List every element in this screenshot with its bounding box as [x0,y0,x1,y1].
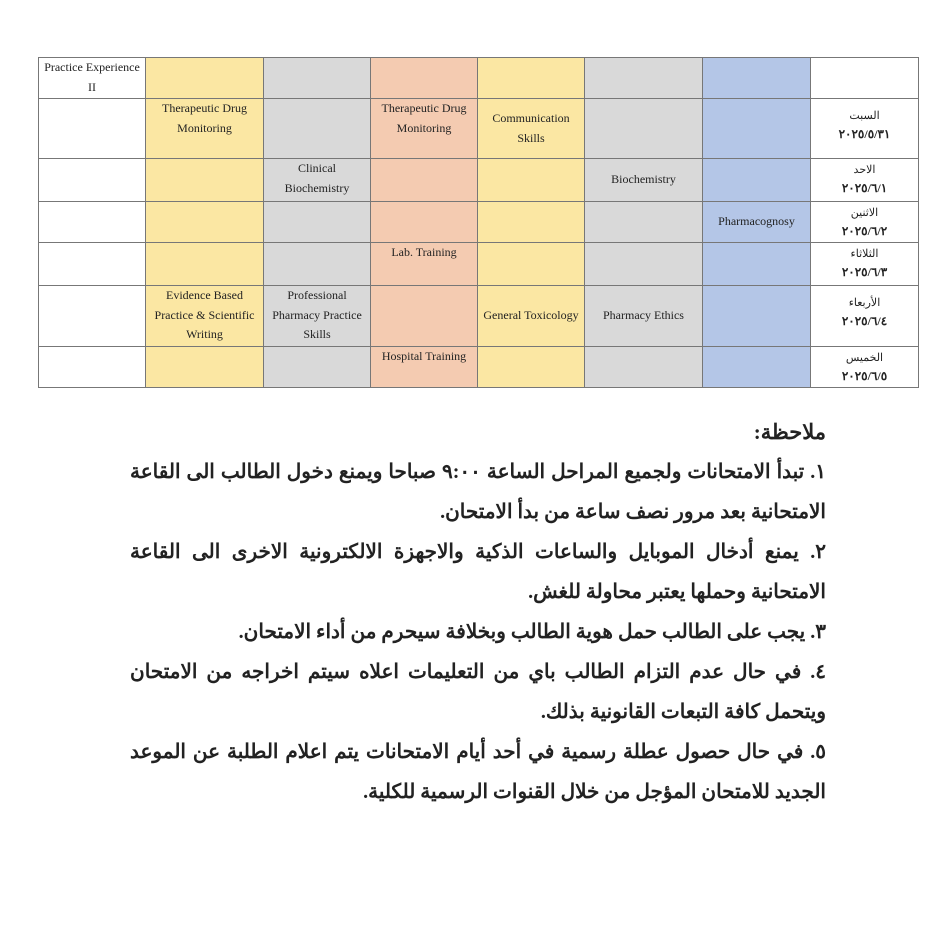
schedule-cell: Lab. Training [371,243,478,286]
note-item: ٣. يجب على الطالب حمل هوية الطالب وبخلافة سيحرم من أداء الامتحان. [238,621,826,643]
header-cell [264,58,371,99]
schedule-cell [146,159,264,202]
schedule-cell [146,243,264,286]
schedule-cell [264,243,371,286]
date-label: ٢٠٢٥/٦/٣ [841,265,888,279]
schedule-cell [478,243,585,286]
schedule-cell: Therapeutic Drug Monitoring [371,99,478,159]
table-row [39,347,919,388]
schedule-cell [371,159,478,202]
schedule-cell [39,286,146,347]
date-label: ٢٠٢٥/٥/٣١ [838,127,891,141]
schedule-cell: Pharmacognosy [703,202,811,243]
schedule-cell [39,243,146,286]
schedule-cell [39,99,146,159]
day-label: الاحد [853,164,876,176]
day-cell [811,347,919,388]
header-cell [811,58,919,99]
schedule-cell [585,202,703,243]
date-label: ٢٠٢٥/٦/٢ [841,224,888,238]
schedule-cell [585,243,703,286]
schedule-cell: Evidence Based Practice & Scientific Writing [146,286,264,347]
table-row [39,99,919,159]
header-cell [478,58,585,99]
schedule-cell [39,159,146,202]
schedule-cell: Communication Skills [478,99,585,159]
schedule-cell [585,99,703,159]
day-label: الأربعاء [848,297,881,309]
header-cell [146,58,264,99]
table-row [39,243,919,286]
header-cell [585,58,703,99]
schedule-cell [703,243,811,286]
date-label: ٢٠٢٥/٦/٤ [841,314,888,328]
header-cell [371,58,478,99]
schedule-cell [478,347,585,388]
schedule-cell: Therapeutic Drug Monitoring [146,99,264,159]
practice-experience-cell: Practice Experience II [39,58,146,99]
day-label: الخميس [845,352,884,364]
schedule-cell [478,159,585,202]
schedule-cell [371,286,478,347]
schedule-cell [264,202,371,243]
schedule-cell: Clinical Biochemistry [264,159,371,202]
schedule-cell: Biochemistry [585,159,703,202]
table-row [39,159,919,202]
schedule-cell [371,202,478,243]
date-label: ٢٠٢٥/٦/٥ [841,369,888,383]
schedule-cell: Professional Pharmacy Practice Skills [264,286,371,347]
day-label: السبت [849,110,880,122]
schedule-cell: Hospital Training [371,347,478,388]
notes-section [130,412,826,812]
schedule-cell [146,202,264,243]
table-row [39,286,919,347]
header-cell [703,58,811,99]
schedule-cell [39,347,146,388]
day-label: الثلاثاء [850,248,879,260]
schedule-cell [264,347,371,388]
day-cell [811,243,919,286]
schedule-cell [264,99,371,159]
note-item: ٤. في حال عدم التزام الطالب باي من التعليمات اعلاه سيتم اخراجه من الامتحان ويتحمل كافة التبعات القانونية بذلك. [130,661,826,723]
header-row [39,58,919,99]
day-label: الاثنين [850,207,879,219]
schedule-cell [703,159,811,202]
schedule-cell: Pharmacy Ethics [585,286,703,347]
schedule-cell [585,347,703,388]
schedule-cell [703,347,811,388]
schedule-cell [478,202,585,243]
schedule-cell [146,347,264,388]
note-item: ٢. يمنع أدخال الموبايل والساعات الذكية والاجهزة الالكترونية الاخرى الى القاعة الامتحانية وحملها يعتبر محاولة للغش. [130,541,826,603]
day-cell [811,286,919,347]
note-item: ١. تبدأ الامتحانات ولجميع المراحل الساعة ٩:٠٠ صباحا ويمنع دخول الطالب الى القاعة الامتحانية بعد مرور نصف ساعة من بدأ الامتحان. [130,461,826,523]
day-cell [811,159,919,202]
table-row [39,202,919,243]
notes-title: ملاحظة: [753,420,826,444]
schedule-cell: General Toxicology [478,286,585,347]
day-cell [811,202,919,243]
day-cell [811,99,919,159]
exam-schedule-table [38,57,919,388]
schedule-cell [703,99,811,159]
schedule-cell [39,202,146,243]
note-item: ٥. في حال حصول عطلة رسمية في أحد أيام الامتحانات يتم اعلام الطلبة عن الموعد الجديد للامتحان المؤجل من خلال القنوات الرسمية للكلية. [130,741,826,803]
schedule-cell [703,286,811,347]
date-label: ٢٠٢٥/٦/١ [841,181,888,195]
